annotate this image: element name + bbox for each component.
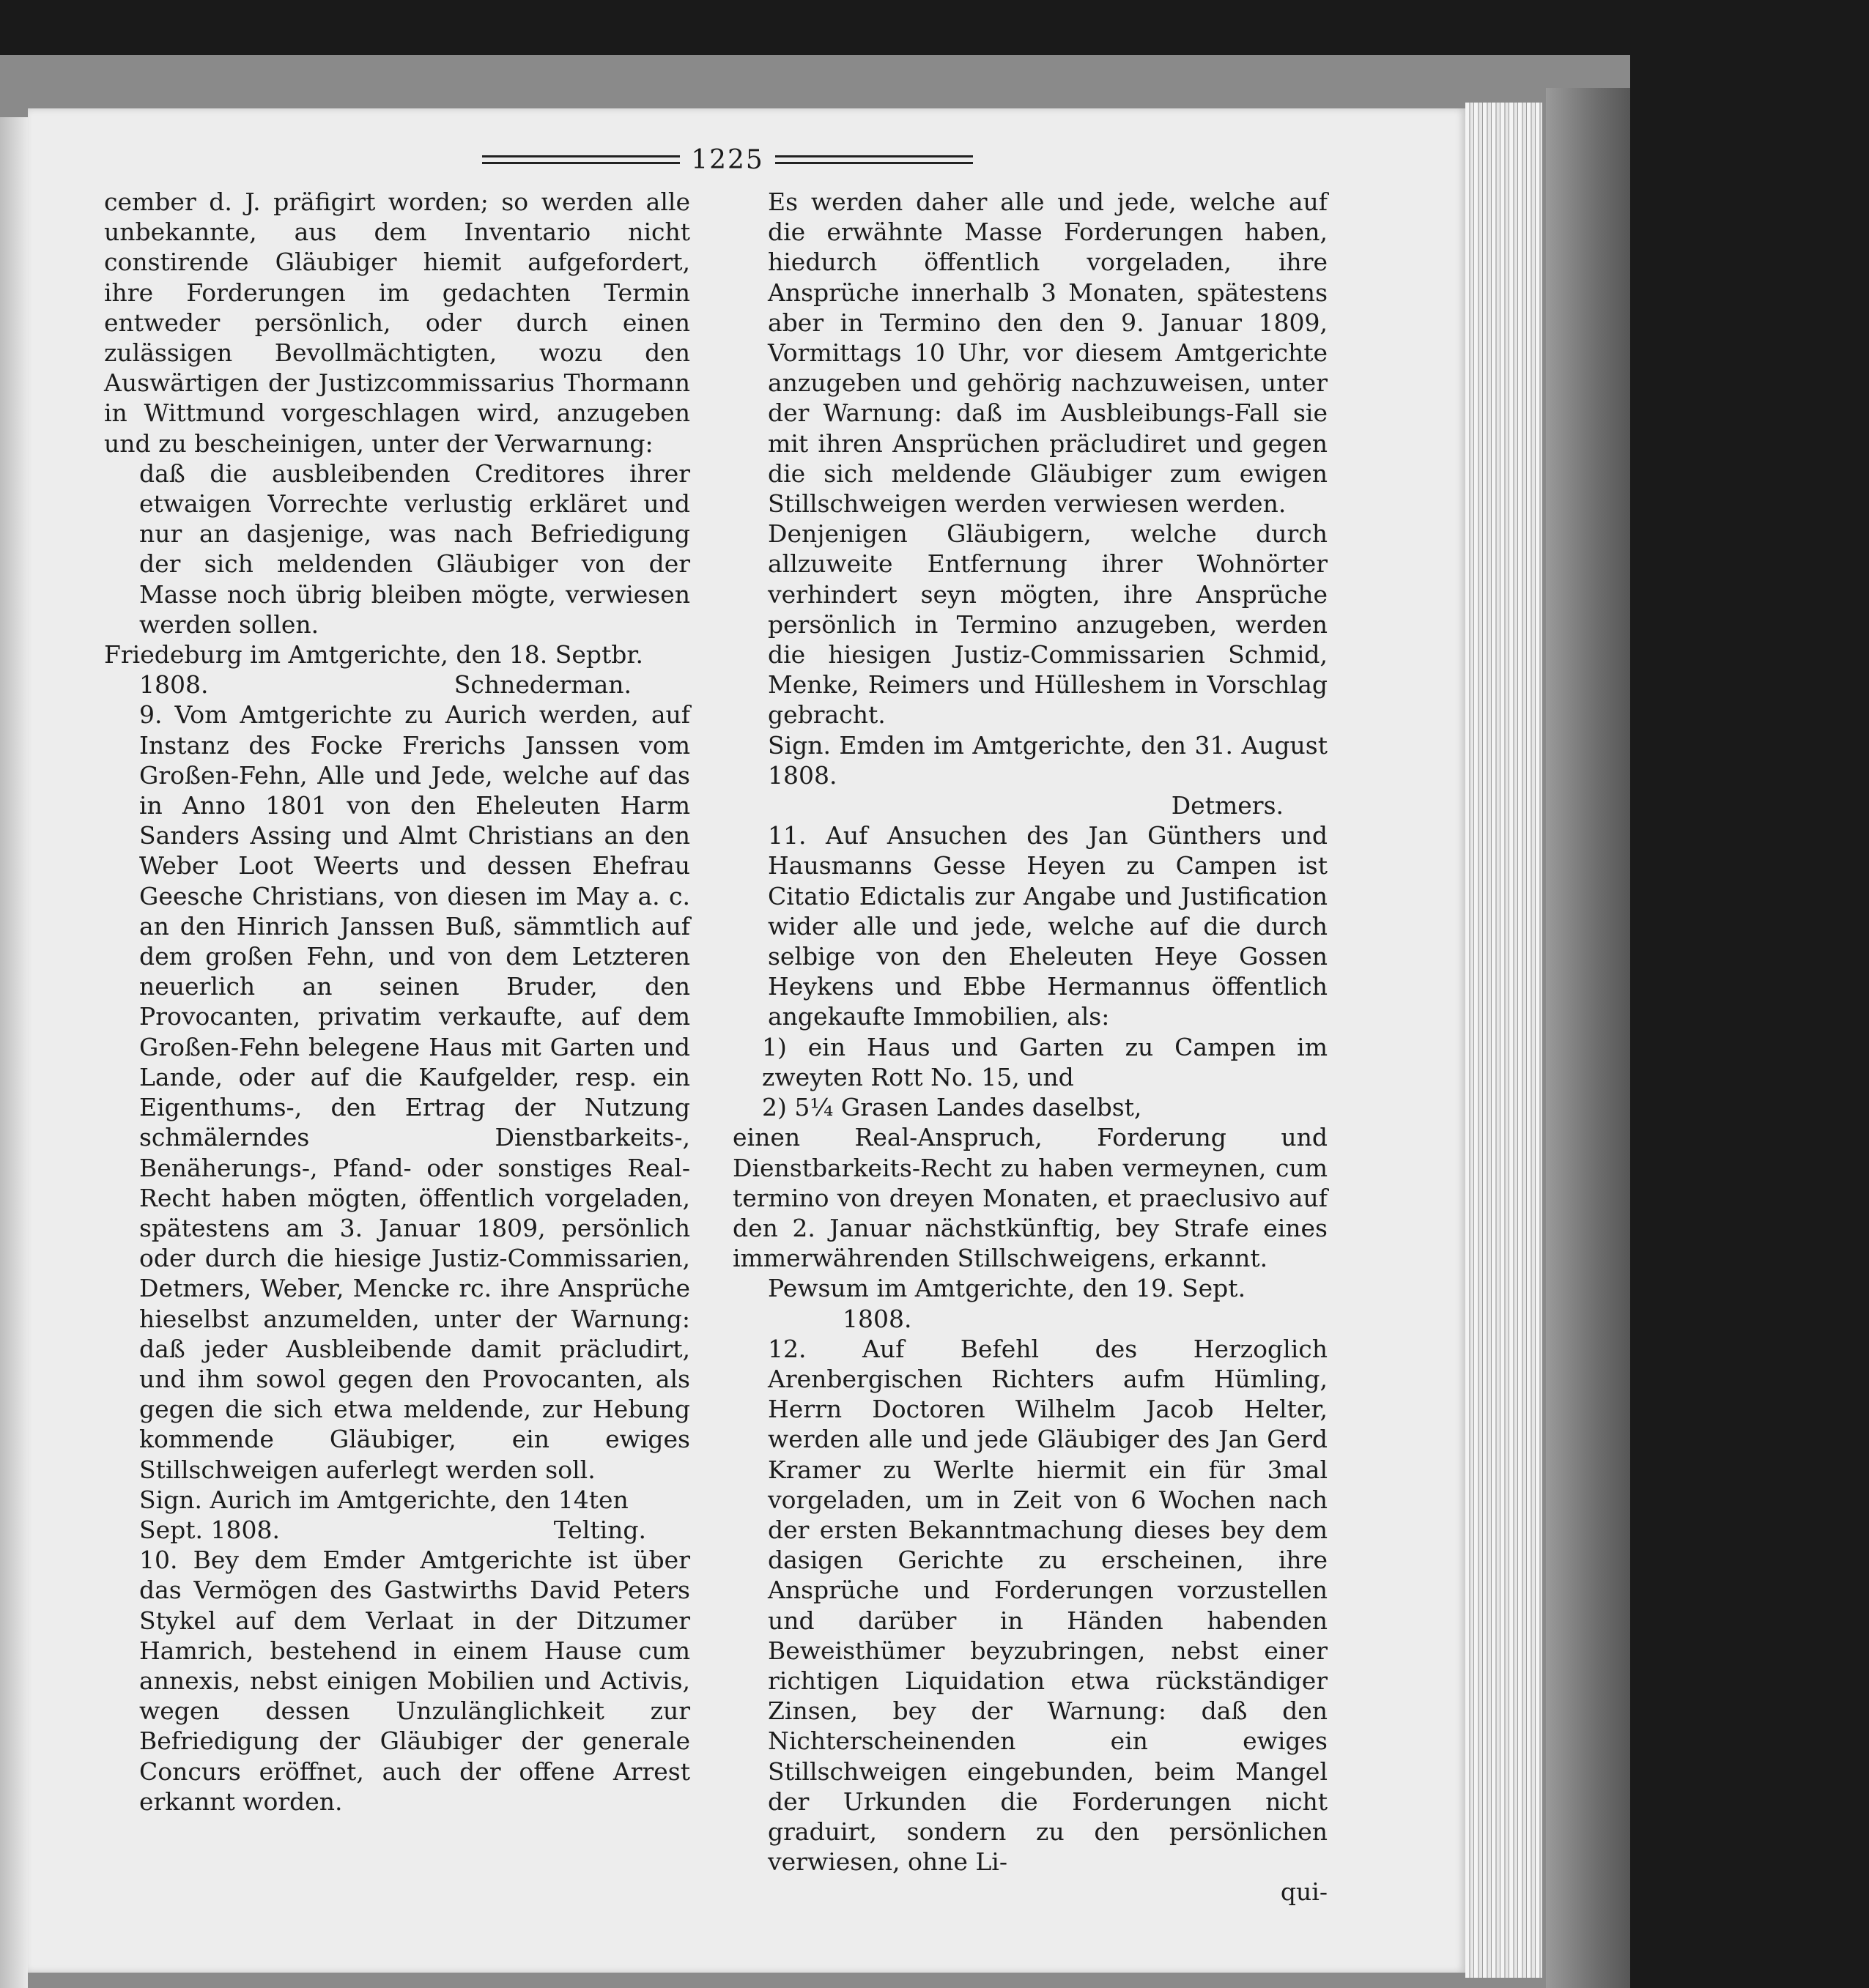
- signature: Telting.: [553, 1515, 646, 1544]
- date-year: Sept. 1808.: [139, 1515, 280, 1544]
- facing-page-edge: [0, 117, 28, 1988]
- column-left: [104, 187, 690, 1817]
- paragraph: einen Real-Anspruch, Forderung und Dienstbarkeits-Recht zu haben vermeynen, cum termino von dreyen Monaten, et praeclusivo auf den 2. Januar nächstkünftig, bey Strafe eines immerwährenden Stillschweigens, erkannt.: [733, 1123, 1328, 1273]
- notice-10: 10. Bey dem Emder Amtgerichte ist über das Vermögen des Gastwirths David Peters Stykel auf dem Verlaat in der Ditzumer Hamrich, bestehend in einem Hause cum annexis, nebst einigen Mobilien und Activis, wegen dessen Unzulänglichkeit zur Befriedigung der Gläubiger der generale Concurs eröffnet, auch der offene Arrest erkannt worden.: [139, 1546, 690, 1816]
- place-date-line: Sign. Aurich im Amtgerichte, den 14ten: [139, 1485, 629, 1514]
- signature-line: [104, 670, 690, 700]
- paragraph: Denjenigen Gläubigern, welche durch allzuweite Entfernung ihrer Wohnörter verhindert seyn mögten, ihre Ansprüche persönlich in Termino anzugeben, werden die hiesigen Justiz-Commissarien Schmid, Menke, Reimers und Hülleshem in Vorschlag gebracht.: [768, 519, 1328, 730]
- date-year: 1808.: [843, 1304, 912, 1333]
- header-rule-left: [482, 155, 680, 164]
- catchword: qui-: [1280, 1877, 1328, 1907]
- column-right: [733, 187, 1328, 1907]
- paragraph: Es werden daher alle und jede, welche auf die erwähnte Masse Forderungen haben, hiedurch öffentlich vorgeladen, ihre Ansprüche innerhalb 3 Monaten, spätestens aber in Termino den den 9. Januar 1809, Vormittags 10 Uhr, vor diesem Amtgerichte anzugeben und gehörig nachzuweisen, unter der Warnung: daß im Ausbleibungs-Fall sie mit ihren Ansprüchen präcludiret und gegen die sich meldende Gläubiger zum ewigen Stillschweigen werden verwiesen werden.: [768, 188, 1328, 519]
- notice-12: 12. Auf Befehl des Herzoglich Arenbergischen Richters aufm Hümling, Herrn Doctoren Wilhelm Jacob Helter, werden alle und jede Gläubiger des Jan Gerd Kramer zu Werlte hiermit ein für 3mal vorgeladen, um in Zeit von 6 Wochen nach der ersten Bekanntmachung dieses bey dem dasigen Gerichte zu erscheinen, ihre Ansprüche und Forderungen vorzustellen und darüber in Händen habenden Beweisthümer beyzubringen, nebst einer richtigen Liquidation etwa rückständiger Zinsen, bey der Warnung: daß den Nichterscheinenden ein ewiges Stillschweigen eingebunden, beim Mangel der Urkunden die Forderungen nicht graduirt, sondern zu den persönlichen verwiesen, ohne Li-: [768, 1334, 1328, 1877]
- signature: Detmers.: [1171, 791, 1284, 820]
- signature: Schnederman.: [454, 670, 632, 700]
- paragraph: cember d. J. präfigirt worden; so werden alle unbekannte, aus dem Inventario nicht constirende Gläubiger hiemit aufgefordert, ihre Forderungen im gedachten Termin entweder persönlich, oder durch einen zulässigen Bevollmächtigten, wozu den Auswärtigen der Justizcommissarius Thormann in Wittmund vorgeschlagen wird, anzugeben und zu bescheinigen, unter der Verwarnung:: [104, 188, 690, 458]
- book-cover-edge: [1546, 88, 1630, 1988]
- page-stack-edge: [1465, 103, 1542, 1978]
- notice-11: 11. Auf Ansuchen des Jan Günthers und Hausmanns Gesse Heyen zu Campen ist Citatio Edictalis zur Angabe und Justification wider alle und jede, welche auf die durch selbige von den Eheleuten Heye Gossen Heykens und Ebbe Hermannus öffentlich angekaufte Immobilien, als:: [768, 821, 1328, 1031]
- notice-9: 9. Vom Amtgerichte zu Aurich werden, auf Instanz des Focke Frerichs Janssen vom Großen-Fehn, Alle und Jede, welche auf das in Anno 1801 von den Eheleuten Harm Sanders Assing und Almt Christians an den Weber Loot Weerts und dessen Ehefrau Geesche Christians, von diesen im May a. c. an den Hinrich Janssen Buß, sämmtlich auf dem großen Fehn, und von dem Letzteren neuerlich an seinen Bruder, den Provocanten, privatim verkaufte, auf dem Großen-Fehn belegene Haus mit Garten und Lande, oder auf die Kaufgelder, resp. ein Eigenthums-, den Ertrag der Nutzung schmälerndes Dienstbarkeits-, Benäherungs-, Pfand- oder sonstiges Real-Recht haben mögten, öffentlich vorgeladen, spätestens am 3. Januar 1809, persönlich oder durch die hiesige Justiz-Commissarien, Detmers, Weber, Mencke rc. ihre Ansprüche hieselbst anzumelden, unter der Warnung: daß jeder Ausbleibende damit präcludirt, und ihm sowol gegen den Provocanten, als gegen die sich etwa meldende, zur Hebung kommende Gläubiger, ein ewiges Stillschweigen auferlegt werden soll.: [139, 700, 690, 1484]
- list-item: 1) ein Haus und Garten zu Campen im zweyten Rott No. 15, und: [762, 1032, 1328, 1091]
- header-rule-right: [775, 155, 973, 164]
- list-item: 2) 5¼ Grasen Landes daselbst,: [762, 1093, 1142, 1122]
- page-header: [28, 145, 1465, 182]
- place-date-line: Pewsum im Amtgerichte, den 19. Sept.: [768, 1274, 1246, 1303]
- page-number: 1225: [691, 145, 764, 175]
- date-year: 1808.: [139, 670, 209, 700]
- place-date-line: Sign. Emden im Amtgerichte, den 31. August 1808.: [768, 730, 1328, 790]
- signature-line: [104, 1515, 690, 1545]
- place-date-line: Friedeburg im Amtgerichte, den 18. Septbr.: [104, 640, 644, 670]
- warning-clause: daß die ausbleibenden Creditores ihrer etwaigen Vorrechte verlustig erkläret und nur an dasjenige, was nach Befriedigung der sich meldenden Gläubiger von der Masse noch übrig bleiben mögte, verwiesen werden sollen.: [139, 459, 690, 639]
